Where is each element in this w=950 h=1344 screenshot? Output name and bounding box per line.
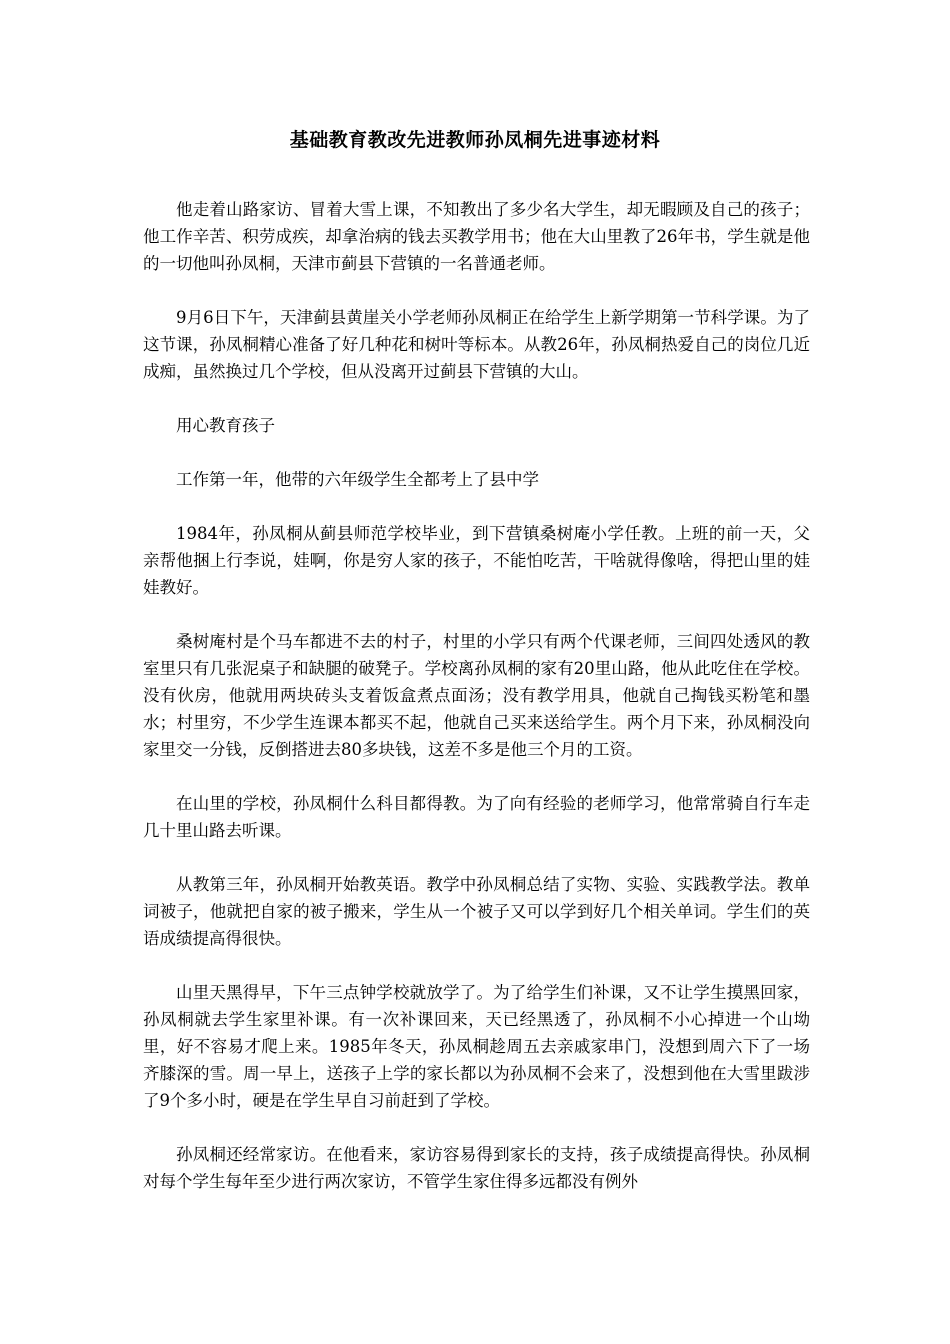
section-subheading: 工作第一年，他带的六年级学生全都考上了县中学 xyxy=(176,470,539,489)
section-heading: 用心教育孩子 xyxy=(176,416,275,435)
paragraph-mountain-school: 在山里的学校，孙凤桐什么科目都得教。为了向有经验的老师学习，他常常骑自行车走几十里山路去听课。 xyxy=(143,794,810,840)
paragraph-intro: 他走着山路家访、冒着大雪上课，不知教出了多少名大学生，却无暇顾及自己的孩子；他工作辛苦、积劳成疾，却拿治病的钱去买教学用书；他在大山里教了26年书，学生就是他的一切他叫孙凤桐，天津市蓟县下营镇的一名普通老师。 xyxy=(143,200,810,273)
paragraph-home-visits: 孙凤桐还经常家访。在他看来，家访容易得到家长的支持，孩子成绩提高得快。孙凤桐对每个学生每年至少进行两次家访，不管学生家住得多远都没有例外 xyxy=(143,1145,810,1191)
paragraph-snow: 山里天黑得早，下午三点钟学校就放学了。为了给学生们补课，又不让学生摸黑回家，孙凤桐就去学生家里补课。有一次补课回来，天已经黑透了，孙凤桐不小心掉进一个山坳里，好不容易才爬上来。1985年冬天，孙凤桐趁周五去亲戚家串门，没想到周六下了一场齐膝深的雪。周一早上，送孩子上学的家长都以为孙凤桐不会来了，没想到他在大雪里跋涉了9个多小时，硬是在学生早自习前赶到了学校。 xyxy=(143,983,810,1110)
paragraph-science-class: 9月6日下午，天津蓟县黄崖关小学老师孙凤桐正在给学生上新学期第一节科学课。为了这节课，孙凤桐精心准备了好几种花和树叶等标本。从教26年，孙凤桐热爱自己的岗位几近成痴，虽然换过几个学校，但从没离开过蓟县下营镇的大山。 xyxy=(143,308,810,381)
paragraph-english: 从教第三年，孙凤桐开始教英语。教学中孙凤桐总结了实物、实验、实践教学法。教单词被子，他就把自家的被子搬来，学生从一个被子又可以学到好几个相关单词。学生们的英语成绩提高得很快。 xyxy=(143,875,810,948)
paragraph-1984: 1984年，孙凤桐从蓟县师范学校毕业，到下营镇桑树庵小学任教。上班的前一天，父亲帮他捆上行李说，娃啊，你是穷人家的孩子，不能怕吃苦，干啥就得像啥，得把山里的娃娃教好。 xyxy=(143,524,810,597)
document-title: 基础教育教改先进教师孙凤桐先进事迹材料 xyxy=(289,129,661,151)
paragraph-sangshuan: 桑树庵村是个马车都进不去的村子，村里的小学只有两个代课老师，三间四处透风的教室里只有几张泥桌子和缺腿的破凳子。学校离孙凤桐的家有20里山路，他从此吃住在学校。没有伙房，他就用两块砖头支着饭盒煮点面汤；没有教学用具，他就自己掏钱买粉笔和墨水；村里穷，不少学生连课本都买不起，他就自己买来送给学生。两个月下来，孙凤桐没向家里交一分钱，反倒搭进去80多块钱，这差不多是他三个月的工资。 xyxy=(143,632,810,759)
document-body xyxy=(143,196,810,1222)
